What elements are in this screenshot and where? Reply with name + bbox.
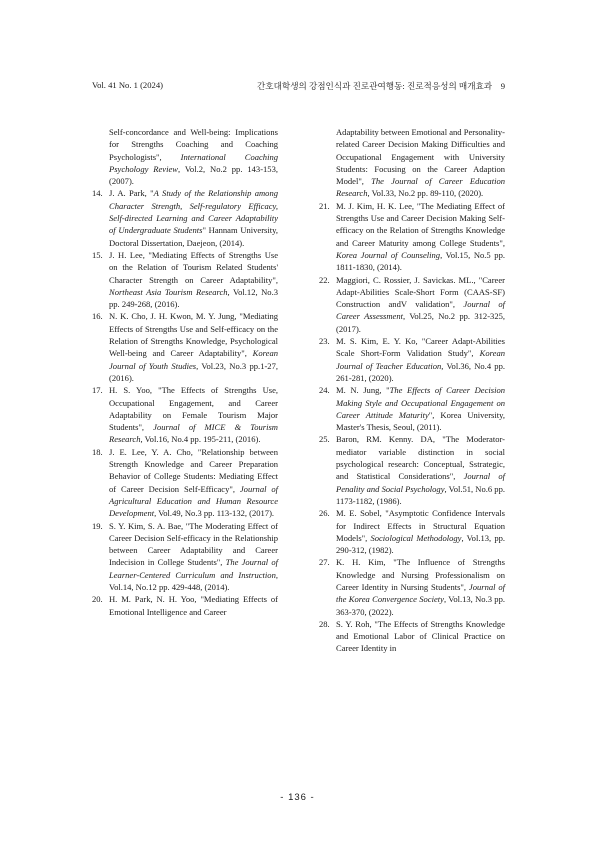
reference-source-title: Journal of MICE & Tourism Research xyxy=(109,422,278,445)
reference-text: S. Y. Roh, "The Effects of Strengths Knowledge and Emotional Labor of Clinical Practice on Career Identity in xyxy=(336,618,505,654)
reference-source-title: Korean Journal of Teacher Education xyxy=(336,348,505,371)
reference-text: Adaptability between Emotional and Personality-related Career Decision Making Difficulties and Occupational Engagement with University Students: Focusing on the Career Adaption Model", xyxy=(336,127,505,187)
reference-entry xyxy=(92,187,278,248)
reference-text: , Vol.25, No.2 pp. 312-325, (2017). xyxy=(336,311,506,334)
reference-entry xyxy=(92,593,278,618)
reference-text: , Vol.13, pp. 290-312, (1982). xyxy=(336,532,506,556)
reference-source-title: Sociological Methodology xyxy=(370,532,462,543)
reference-text: , Vol.36, No.4 pp. 261-281, (2020). xyxy=(336,360,505,383)
reference-source-title: Journal of the Korea Convergence Society xyxy=(336,581,506,605)
reference-number: 20. xyxy=(92,594,103,605)
reference-entry xyxy=(319,618,505,655)
reference-text: Self-concordance and Well-being: Implications for Strengths Coaching and Coaching Psychologists", xyxy=(109,127,278,162)
reference-text: , Vol.2, No.2 pp. 143-153, (2007). xyxy=(109,163,278,187)
reference-source-title: Korea Journal of Counseling xyxy=(336,249,441,260)
reference-text: J. E. Lee, Y. A. Cho, "Relationship between Strength Knowledge and Career Preparation Behavior of College Students: Mediating Effect of Career Decision Self-Efficacy", xyxy=(109,446,278,494)
reference-source-title: The Journal of Learner-Centered Curriculum and Instruction xyxy=(109,557,278,580)
reference-text: , Vol.14, No.12 pp. 429-448, (2014). xyxy=(109,569,278,592)
reference-text: Baron, RM. Kenny. DA, "The Moderator-mediator variable distinction in social psychological research: Conceptual, Sstrategic, and Statistical Considerations", xyxy=(336,434,505,482)
reference-text: N. K. Cho, J. H. Kwon, M. Y. Jung, "Mediating Effects of Strengths Use and Self-efficacy on the Relation of Strengths Knowledge, Psychological Well-being and Career Adaptability", xyxy=(109,311,278,359)
reference-source-title: Korean Journal of Youth Studies xyxy=(109,348,278,371)
reference-source-title: A Study of the Relationship among Character Strength, Self-regulatory Efficacy, Self-directed Learning and Career Adaptability of Undergraduate Students xyxy=(109,188,278,236)
reference-source-title: Journal of Agricultural Education and Human Resource Development xyxy=(109,483,279,519)
reference-text: , Vol.49, No.3 pp. 113-132, (2017). xyxy=(154,508,275,519)
references-right-column xyxy=(319,126,505,655)
reference-text: , Vol.23, No.3 pp.1-27, (2016). xyxy=(109,360,278,383)
reference-source-title: Journal of Penality and Social Psychology xyxy=(336,471,505,494)
reference-source-title: The Effects of Career Decision Making Style and Occupational Engagement on Career Attitude Maturity xyxy=(336,385,505,420)
references-left-column xyxy=(92,126,278,618)
reference-number: 27. xyxy=(319,557,330,568)
reference-text: , Vol.33, No.2 pp. 89-110, (2020). xyxy=(367,188,484,199)
header-page-number: 9 xyxy=(500,81,505,91)
reference-number: 19. xyxy=(92,520,103,531)
reference-entry xyxy=(319,507,505,556)
reference-text: , Vol.51, No.6 pp. 1173-1182, (1986). xyxy=(336,483,505,506)
page-footer-number: - 136 - xyxy=(280,792,315,803)
reference-text: S. Y. Kim, S. A. Bae, "The Moderating Effect of Career Decision Self-efficacy in the Relationship between Career Adaptability and Career Indecision in College Students", xyxy=(109,520,278,568)
reference-text: , Vol.12, No.3 pp. 249-268, (2016). xyxy=(109,286,278,310)
reference-text: H. M. Park, N. H. Yoo, "Mediating Effects of Emotional Intelligence and Career xyxy=(109,594,278,617)
reference-entry xyxy=(319,126,505,200)
reference-text: M. N. Jung, " xyxy=(336,385,390,396)
running-title xyxy=(257,80,505,92)
reference-entry xyxy=(92,384,278,445)
reference-number: 25. xyxy=(319,434,330,445)
reference-entry xyxy=(92,126,278,187)
reference-source-title: The Journal of Career Education Research xyxy=(336,176,505,199)
reference-entry xyxy=(92,520,278,594)
reference-text: , Vol.16, No.4 pp. 195-211, (2016). xyxy=(140,434,261,445)
reference-number: 28. xyxy=(319,618,330,629)
reference-text: J. A. Park, " xyxy=(109,188,154,199)
reference-text: ", Korea University, Master's Thesis, Seoul, (2011). xyxy=(336,409,505,433)
reference-text: K. H. Kim, "The Influence of Strengths Knowledge and Nursing Professionalism on Career Identity in Nursing Students", xyxy=(336,557,505,592)
reference-text: , Vol.13, No.3 pp. 363-370, (2022). xyxy=(336,594,505,617)
reference-entry xyxy=(319,335,505,384)
reference-entry xyxy=(92,310,278,384)
reference-text: , Vol.15, No.5 pp. 1811-1830, (2014). xyxy=(336,249,505,273)
reference-text: M. E. Sobel, "Asymptotic Confidence Intervals for Indirect Effects in Structural Equation Models", xyxy=(336,508,505,543)
reference-entry xyxy=(319,556,505,617)
reference-text: J. H. Lee, "Mediating Effects of Strengths Use on the Relation of Tourism Related Students' Character Strength on Career Adaptability", xyxy=(109,249,278,285)
reference-text: M. S. Kim, E. Y. Ko, "Career Adapt-Abilities Scale Short-Form Validation Study", xyxy=(336,336,505,359)
reference-entry xyxy=(319,274,505,335)
running-header xyxy=(92,80,505,94)
reference-entry xyxy=(92,249,278,310)
reference-number: 17. xyxy=(92,385,103,396)
reference-text: " Hannam University, Doctoral Dissertation, Daejeon, (2014). xyxy=(109,225,278,248)
reference-number: 26. xyxy=(319,508,330,519)
reference-number: 22. xyxy=(319,274,330,285)
reference-entry xyxy=(319,433,505,507)
reference-number: 15. xyxy=(92,249,103,260)
reference-number: 23. xyxy=(319,336,330,347)
reference-entry xyxy=(319,384,505,433)
reference-number: 18. xyxy=(92,446,103,457)
running-title-text: 간호대학생의 강점인식과 진로관여행동: 진로적응성의 매개효과 xyxy=(256,81,493,91)
reference-source-title: Journal of Career Assessment xyxy=(336,299,506,322)
reference-text: H. S. Yoo, "The Effects of Strengths Use, Occupational Engagement, and Career Adaptability on Female Tourism Major Students", xyxy=(109,385,278,433)
reference-number: 16. xyxy=(92,311,103,322)
reference-number: 24. xyxy=(319,385,330,396)
reference-entry xyxy=(319,200,505,274)
reference-number: 21. xyxy=(319,200,330,211)
reference-source-title: International Coaching Psychology Review xyxy=(109,151,279,174)
reference-text: Maggiori, C. Rossier, J. Savickas. ML., "Career Adapt-Abilities Scale-Short Form (CAAS-SF) Construction andV validation", xyxy=(336,274,505,310)
reference-entry xyxy=(92,446,278,520)
reference-text: M. J. Kim, H. K. Lee, "The Mediating Effect of Strengths Use and Career Decision Making Self-efficacy on the Relation of Strengths Knowledge and Career Maturity among College Students", xyxy=(336,200,505,248)
reference-number: 14. xyxy=(92,188,103,199)
reference-source-title: Northeast Asia Tourism Research xyxy=(109,286,228,297)
journal-volume: Vol. 41 No. 1 (2024) xyxy=(92,80,163,90)
